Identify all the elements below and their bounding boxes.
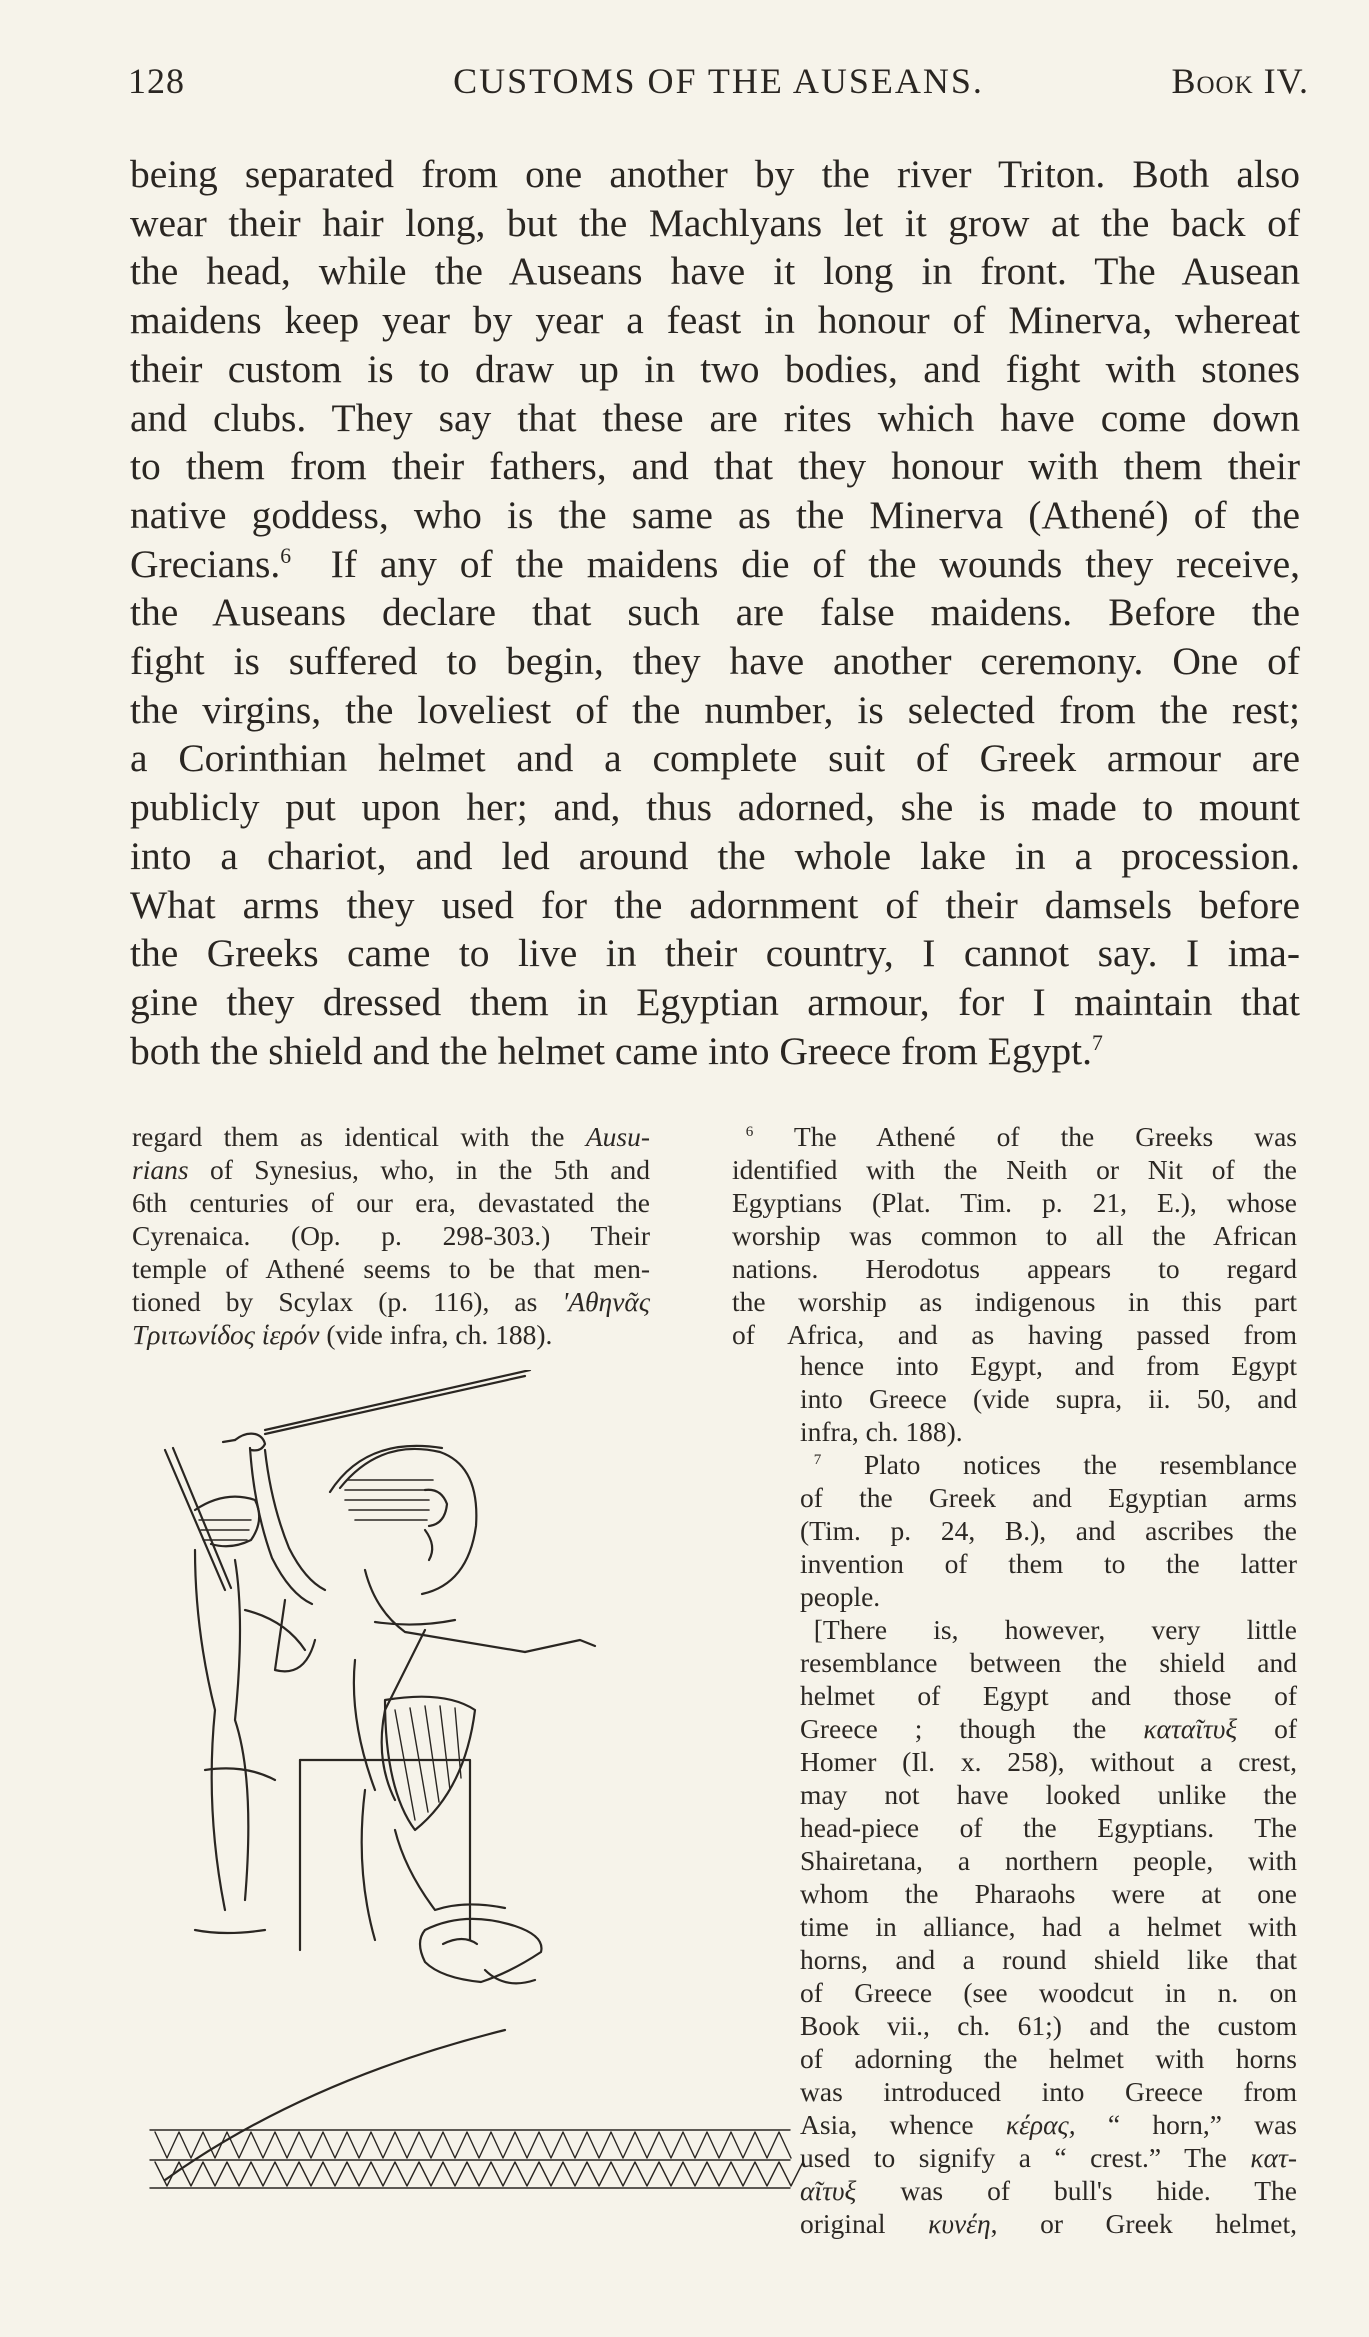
footnote-line xyxy=(132,1318,650,1351)
running-title: CUSTOMS OF THE AUSEANS. xyxy=(453,61,984,101)
footnote-line: nations. Herodotus appears to regard xyxy=(732,1253,1297,1284)
italic-ausu: Ausu- xyxy=(585,1121,650,1152)
footnote-line: time in alliance, had a helmet with xyxy=(800,1911,1297,1942)
footnote-line: Homer (Il. x. 258), without a crest, xyxy=(800,1746,1297,1777)
footnote-line xyxy=(800,2174,1297,2207)
footnote-line: into Greece (vide supra, ii. 50, and xyxy=(800,1383,1297,1414)
footnote-line-part: of Synesius, who, in the 5th and xyxy=(209,1154,650,1185)
grecians-word: Grecians. xyxy=(130,541,281,586)
footnote-line: was introduced into Greece from xyxy=(800,2076,1297,2107)
footnote-line-part: regard them as identical with the xyxy=(132,1121,565,1152)
text-line: publicly put upon her; and, thus adorned, she is made to mount xyxy=(130,785,1300,830)
footnote-line: worship was common to all the African xyxy=(732,1220,1297,1251)
greek-athenas: 'Αθηνᾶς xyxy=(562,1286,650,1317)
greek-kunee: κυνέη xyxy=(928,2208,991,2239)
text-line: What arms they used for the adornment of their damsels before xyxy=(130,882,1300,927)
footnote-line: 6th centuries of our era, devastated the xyxy=(132,1187,650,1218)
text-line xyxy=(130,1027,1300,1076)
italic-rians: rians xyxy=(132,1154,189,1185)
text-line: the Greeks came to live in their country, I cannot say. I ima- xyxy=(130,931,1300,976)
footnote-line-part: “ horn,” was xyxy=(1107,2109,1298,2140)
text-line: the virgins, the loveliest of the number, is selected from the rest; xyxy=(130,687,1300,732)
footnote-line: of Greece (see woodcut in n. on xyxy=(800,1977,1297,2008)
text-line: the Auseans declare that such are false maidens. Before the xyxy=(130,590,1300,635)
footnote-line: invention of them to the latter xyxy=(800,1548,1297,1579)
greek-keras: κέρας, xyxy=(1005,2109,1076,2140)
footnote-line: hence into Egypt, and from Egypt xyxy=(800,1350,1297,1381)
text-line: the head, while the Auseans have it long in front. The Ausean xyxy=(130,249,1300,294)
greek-aityx: αῖτυξ xyxy=(800,2175,857,2206)
footnote-line: of the Greek and Egyptian arms xyxy=(800,1482,1297,1513)
footnote-line-part: The Athené of the Greeks was xyxy=(793,1121,1297,1152)
footnote-line xyxy=(800,2141,1297,2174)
footnote-line xyxy=(800,1712,1297,1745)
footnote-line: Cyrenaica. (Op. p. 298-303.) Their xyxy=(132,1220,650,1251)
footnote-line: (Tim. p. 24, B.), and ascribes the xyxy=(800,1515,1297,1546)
footnote-line: of adorning the helmet with horns xyxy=(800,2043,1297,2074)
text-line: maidens keep year by year a feast in honour of Minerva, whereat xyxy=(130,298,1300,343)
footnote-line: people. xyxy=(800,1581,881,1612)
footnote-line-part: [There is, however, very little xyxy=(813,1614,1297,1645)
footnote-line xyxy=(800,2207,1297,2240)
footnote-6 xyxy=(732,1120,1297,1351)
footnote-line: horns, and a round shield like that xyxy=(800,1944,1297,1975)
footnote-line: may not have looked unlike the xyxy=(800,1779,1297,1810)
footnote-line xyxy=(800,1613,1297,1646)
text-line xyxy=(130,540,1300,589)
footnote-line: whom the Pharaohs were at one xyxy=(800,1878,1297,1909)
footnote-line: infra, ch. 188). xyxy=(800,1416,963,1447)
footnote-line-part: used to signify a “ crest.” The xyxy=(800,2142,1227,2173)
footnote-marker-7: 7 xyxy=(813,1451,822,1468)
text-line: a Corinthian helmet and a complete suit of Greek armour are xyxy=(130,736,1300,781)
footnote-line-part: original xyxy=(800,2208,886,2239)
text-line: fight is suffered to begin, they have another ceremony. One of xyxy=(130,639,1300,684)
text-line: gine they dressed them in Egyptian armour, for I maintain that xyxy=(130,979,1300,1024)
footnote-line: identified with the Neith or Nit of the xyxy=(732,1154,1297,1185)
footnote-line-part: (vide infra, ch. 188). xyxy=(326,1319,553,1350)
footnote-line xyxy=(800,1448,1297,1481)
egyptian-warrior-illustration-icon xyxy=(125,1370,805,2190)
footnote-line-part: Plato notices the resemblance xyxy=(863,1449,1297,1480)
footnote-line xyxy=(732,1120,1297,1153)
greek-kat: κατ- xyxy=(1250,2142,1297,2173)
footnote-line: temple of Athené seems to be that men- xyxy=(132,1253,650,1284)
text-line: wear their hair long, but the Machlyans let it grow at the back of xyxy=(130,200,1300,245)
text-line: and clubs. They say that these are rites which have come down xyxy=(130,395,1300,440)
footnote-line-part: , or Greek helmet, xyxy=(990,2208,1298,2239)
footnote-line-part: was of bull's hide. The xyxy=(900,2175,1297,2206)
footnote-left xyxy=(132,1120,650,1351)
footnote-line: the worship as indigenous in this part xyxy=(732,1286,1297,1317)
footnote-line: head-piece of the Egyptians. The xyxy=(800,1812,1297,1843)
text-line: native goddess, who is the same as the Minerva (Athené) of the xyxy=(130,492,1300,537)
text-line-part: If any of the maidens die of the wounds they receive, xyxy=(330,541,1300,586)
running-head xyxy=(128,60,1309,110)
footnote-line-part: Asia, whence xyxy=(800,2109,974,2140)
footnote-line: Egyptians (Plat. Tim. p. 21, E.), whose xyxy=(732,1187,1297,1218)
footnote-marker-6: 6 xyxy=(745,1123,754,1140)
footnote-line-part: of xyxy=(1274,1713,1298,1744)
page-number: 128 xyxy=(128,61,185,101)
text-line: their custom is to draw up in two bodies, and fight with stones xyxy=(130,346,1300,391)
footnote-ref-6: 6 xyxy=(280,543,292,568)
footnote-line: resemblance between the shield and xyxy=(800,1647,1297,1678)
footnote-line: of Africa, and as having passed from xyxy=(732,1319,1297,1350)
footnote-line-part: Greece ; though the xyxy=(800,1713,1107,1744)
text-line-part: both the shield and the helmet came into Greece from Egypt. xyxy=(130,1028,1092,1073)
footnote-ref-7: 7 xyxy=(1091,1030,1103,1055)
book-label: Book IV. xyxy=(1171,61,1309,101)
text-line: into a chariot, and led around the whole lake in a procession. xyxy=(130,833,1300,878)
greek-kataityx: καταῖτυξ xyxy=(1143,1713,1238,1744)
footnote-line xyxy=(132,1285,650,1318)
main-text xyxy=(130,150,1300,1075)
text-line: to them from their fathers, and that they honour with them their xyxy=(130,444,1300,489)
footnote-line: helmet of Egypt and those of xyxy=(800,1680,1297,1711)
greek-tritonidos: Τριτωνίδος ἱερόν xyxy=(132,1319,320,1350)
footnote-line xyxy=(800,2108,1297,2141)
text-line: being separated from one another by the river Triton. Both also xyxy=(130,152,1300,196)
footnote-line xyxy=(132,1120,650,1153)
footnote-line: Book vii., ch. 61;) and the custom xyxy=(800,2010,1297,2041)
footnote-line xyxy=(132,1153,650,1186)
footnote-right xyxy=(800,1349,1297,2240)
footnote-line-part: tioned by Scylax (p. 116), as xyxy=(132,1286,538,1317)
footnote-line: Shairetana, a northern people, with xyxy=(800,1845,1297,1876)
